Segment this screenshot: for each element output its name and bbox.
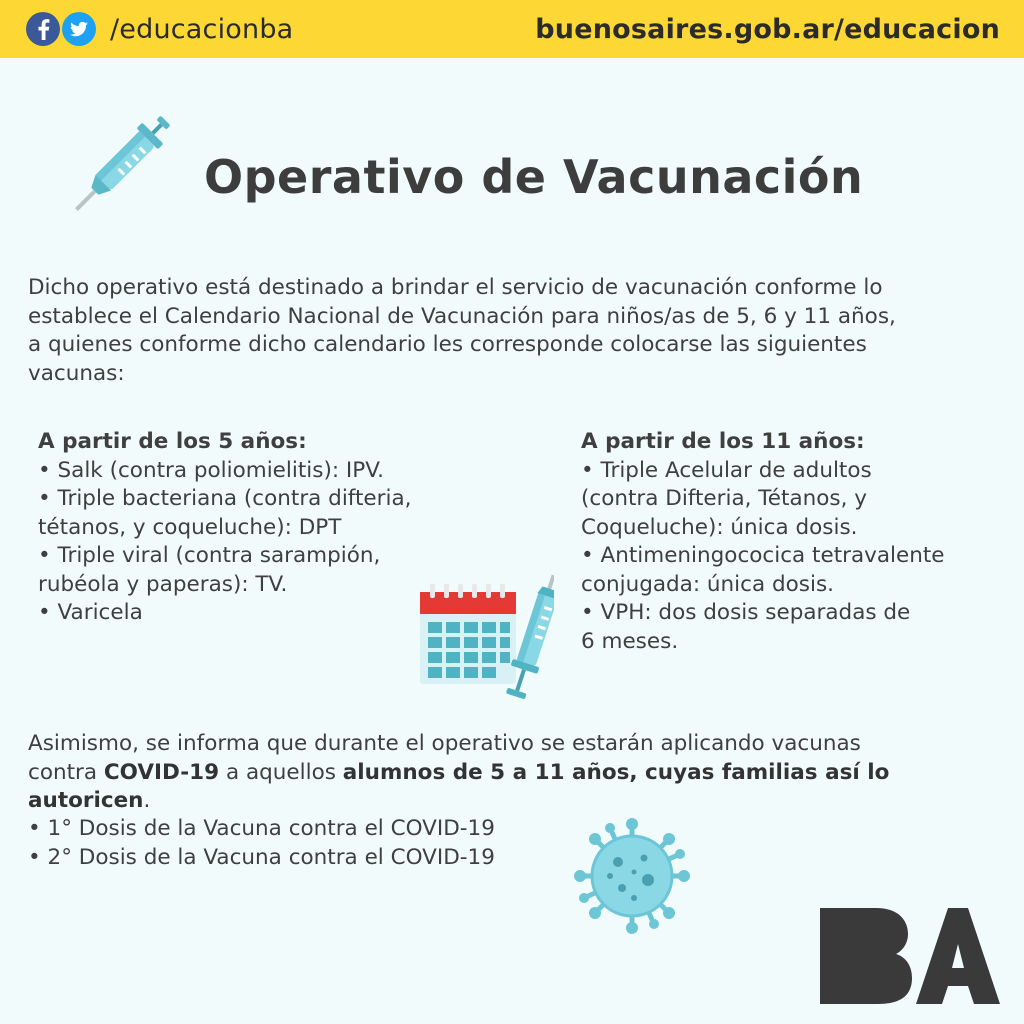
covid-line: Asimismo, se informa que durante el operativo se estarán aplicando vacunas	[28, 731, 861, 756]
page-title: Operativo de Vacunación	[204, 150, 864, 204]
covid-line	[28, 759, 1018, 816]
calendar-syringe-icon	[414, 570, 554, 719]
intro-paragraph	[28, 274, 998, 388]
text-bold: COVID-19	[103, 759, 220, 785]
intro-line: Dicho operativo está destinado a brindar el servicio de vacunación conforme lo	[28, 275, 883, 300]
covid-paragraph	[28, 730, 1018, 816]
column-heading: A partir de los 11 años:	[581, 429, 865, 454]
list-item: • Salk (contra poliomielitis): IPV.	[38, 457, 385, 483]
list-item: • Antimeningococica tetravalente	[581, 543, 945, 568]
list-item: • Triple bacteriana (contra difteria,	[38, 486, 412, 511]
list-item: • Varicela	[38, 600, 143, 625]
vaccines-5-years	[38, 428, 478, 628]
intro-line: establece el Calendario Nacional de Vacunación para niños/as de 5, 6 y 11 años,	[28, 303, 896, 329]
list-item: • VPH: dos dosis separadas de	[581, 600, 911, 625]
list-item: tétanos, y coqueluche): DPT	[38, 514, 342, 540]
twitter-icon[interactable]	[62, 12, 96, 46]
doses-list	[28, 815, 495, 872]
list-item: • 1° Dosis de la Vacuna contra el COVID-19	[28, 816, 495, 841]
list-item: Coqueluche): única dosis.	[581, 514, 858, 540]
text-segment: a aquellos	[219, 759, 343, 785]
text-bold: alumnos de 5 a 11 años, cuyas familias así lo autoricen	[28, 759, 890, 813]
list-item: (contra Difteria, Tétanos, y	[581, 486, 867, 511]
website-url[interactable]: buenosaires.gob.ar/educacion	[535, 14, 1000, 45]
ba-logo	[816, 904, 1002, 1012]
intro-line: vacunas:	[28, 360, 125, 386]
column-heading: A partir de los 5 años:	[38, 429, 307, 454]
list-item: rubéola y paperas): TV.	[38, 571, 288, 597]
vaccines-11-years	[581, 428, 1001, 656]
header-bar	[0, 0, 1024, 58]
text-segment: .	[143, 788, 151, 813]
syringe-icon	[56, 100, 186, 234]
social-icons	[26, 12, 96, 46]
intro-line: a quienes conforme dicho calendario les corresponde colocarse las siguientes	[28, 332, 867, 357]
list-item: conjugada: única dosis.	[581, 571, 834, 597]
list-item: 6 meses.	[581, 628, 679, 654]
social-handle[interactable]: /educacionba	[110, 14, 294, 45]
virus-icon	[574, 818, 690, 938]
list-item: • 2° Dosis de la Vacuna contra el COVID-19	[28, 844, 495, 870]
list-item: • Triple viral (contra sarampión,	[38, 543, 381, 568]
list-item: • Triple Acelular de adultos	[581, 457, 872, 483]
text-segment: contra	[28, 759, 104, 785]
facebook-icon[interactable]	[26, 12, 60, 46]
